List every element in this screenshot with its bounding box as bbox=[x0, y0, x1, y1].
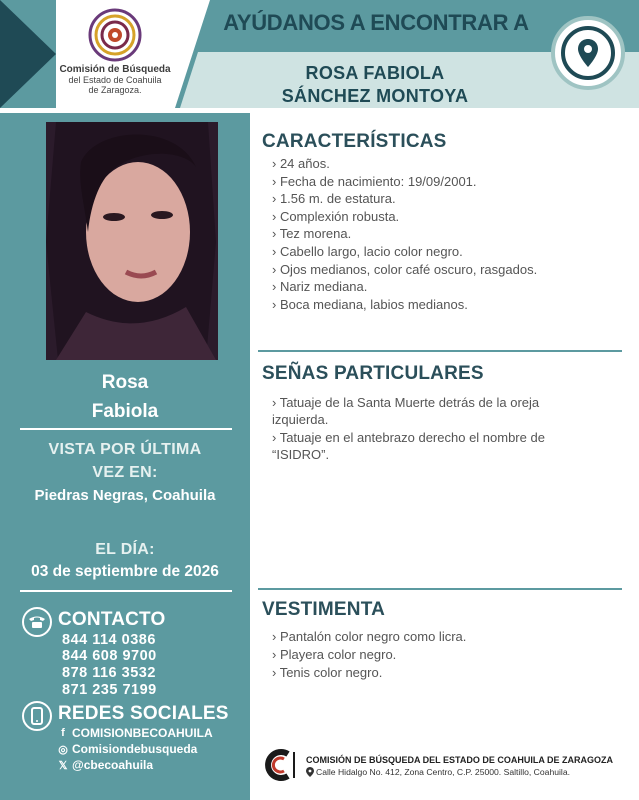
map-pin-icon bbox=[577, 38, 599, 68]
list-item-continuation: izquierda. bbox=[272, 412, 329, 427]
date-label: EL DÍA: bbox=[95, 541, 155, 558]
footer-org-name: COMISIÓN DE BÚSQUEDA DEL ESTADO DE COAHUILA DE ZARAGOZA bbox=[306, 755, 614, 765]
list-item: › 24 años. bbox=[272, 156, 330, 171]
footer-address bbox=[306, 767, 570, 777]
last-seen-place: Piedras Negras, Coahuila bbox=[34, 487, 216, 504]
divider bbox=[20, 428, 232, 430]
first-name-line1: Rosa bbox=[101, 372, 149, 393]
list-item: › Tatuaje de la Santa Muerte detrás de la oreja bbox=[272, 395, 540, 410]
missing-person-name-line1: ROSA FABIOLA bbox=[305, 63, 445, 83]
divider bbox=[20, 590, 232, 592]
phone-number[interactable]: 844 608 9700 bbox=[62, 648, 157, 664]
list-item: › Fecha de nacimiento: 19/09/2001. bbox=[272, 174, 477, 189]
location-badge bbox=[551, 16, 625, 90]
social-x[interactable] bbox=[58, 758, 153, 772]
phone-number[interactable]: 878 116 3532 bbox=[62, 665, 156, 681]
social-instagram[interactable] bbox=[58, 742, 197, 756]
instagram-icon: ◎ bbox=[58, 743, 68, 756]
facebook-icon: f bbox=[61, 727, 65, 739]
list-item: › Tatuaje en el antebrazo derecho el nombre de bbox=[272, 430, 545, 445]
logo-text-line2: del Estado de Coahuila bbox=[68, 75, 162, 85]
list-item: › Nariz mediana. bbox=[272, 279, 368, 294]
phone-number[interactable]: 871 235 7199 bbox=[62, 682, 157, 698]
last-seen-label-line2: VEZ EN: bbox=[92, 464, 158, 481]
social-title: REDES SOCIALES bbox=[58, 703, 229, 724]
header-dark-triangle bbox=[0, 0, 56, 108]
missing-person-name-line2: SÁNCHEZ MONTOYA bbox=[281, 86, 469, 106]
smartphone-icon bbox=[22, 701, 52, 731]
section-title-vestimenta: VESTIMENTA bbox=[262, 599, 386, 620]
last-seen-date: 03 de septiembre de 2026 bbox=[31, 563, 219, 580]
org-logo bbox=[50, 6, 180, 95]
list-item: › 1.56 m. de estatura. bbox=[272, 191, 396, 206]
list-item: › Complexión robusta. bbox=[272, 209, 400, 224]
footer-address-text: Calle Hidalgo No. 412, Zona Centro, C.P. 25000. Saltillo, Coahuila. bbox=[316, 767, 570, 777]
first-name-line2: Fabiola bbox=[91, 401, 159, 422]
social-facebook[interactable] bbox=[58, 726, 213, 740]
section-title-caracteristicas: CARACTERÍSTICAS bbox=[262, 131, 447, 152]
page-title: AYÚDANOS A ENCONTRAR A bbox=[223, 10, 529, 35]
x-handle: @cbecoahuila bbox=[72, 758, 154, 772]
footer-logo-icon bbox=[262, 748, 296, 782]
logo-text-line1: Comisión de Búsqueda bbox=[59, 64, 171, 75]
seal-icon bbox=[88, 8, 142, 62]
location-icon bbox=[306, 767, 314, 777]
x-icon: 𝕏 bbox=[58, 759, 68, 772]
phone-icon bbox=[22, 607, 52, 637]
contact-title: CONTACTO bbox=[58, 609, 166, 630]
list-item-continuation: “ISIDRO”. bbox=[272, 447, 330, 462]
last-seen-label-line1: VISTA POR ÚLTIMA bbox=[48, 441, 202, 458]
missing-person-photo bbox=[46, 122, 218, 360]
section-divider bbox=[258, 350, 622, 352]
portrait-image bbox=[46, 122, 218, 360]
list-item: › Tenis color negro. bbox=[272, 665, 383, 680]
list-item: › Playera color negro. bbox=[272, 647, 397, 662]
phone-number[interactable]: 844 114 0386 bbox=[62, 632, 156, 648]
section-divider bbox=[258, 588, 622, 590]
list-item: › Ojos medianos, color café oscuro, rasgados. bbox=[272, 262, 538, 277]
section-title-senas: SEÑAS PARTICULARES bbox=[262, 363, 484, 384]
list-item: › Pantalón color negro como licra. bbox=[272, 629, 467, 644]
logo-text-line3: de Zaragoza. bbox=[88, 85, 142, 95]
list-item: › Boca mediana, labios medianos. bbox=[272, 297, 468, 312]
instagram-handle: Comisiondebusqueda bbox=[72, 742, 198, 756]
list-item: › Cabello largo, lacio color negro. bbox=[272, 244, 463, 259]
facebook-handle: COMISIONBECOAHUILA bbox=[72, 726, 213, 740]
list-item: › Tez morena. bbox=[272, 226, 352, 241]
